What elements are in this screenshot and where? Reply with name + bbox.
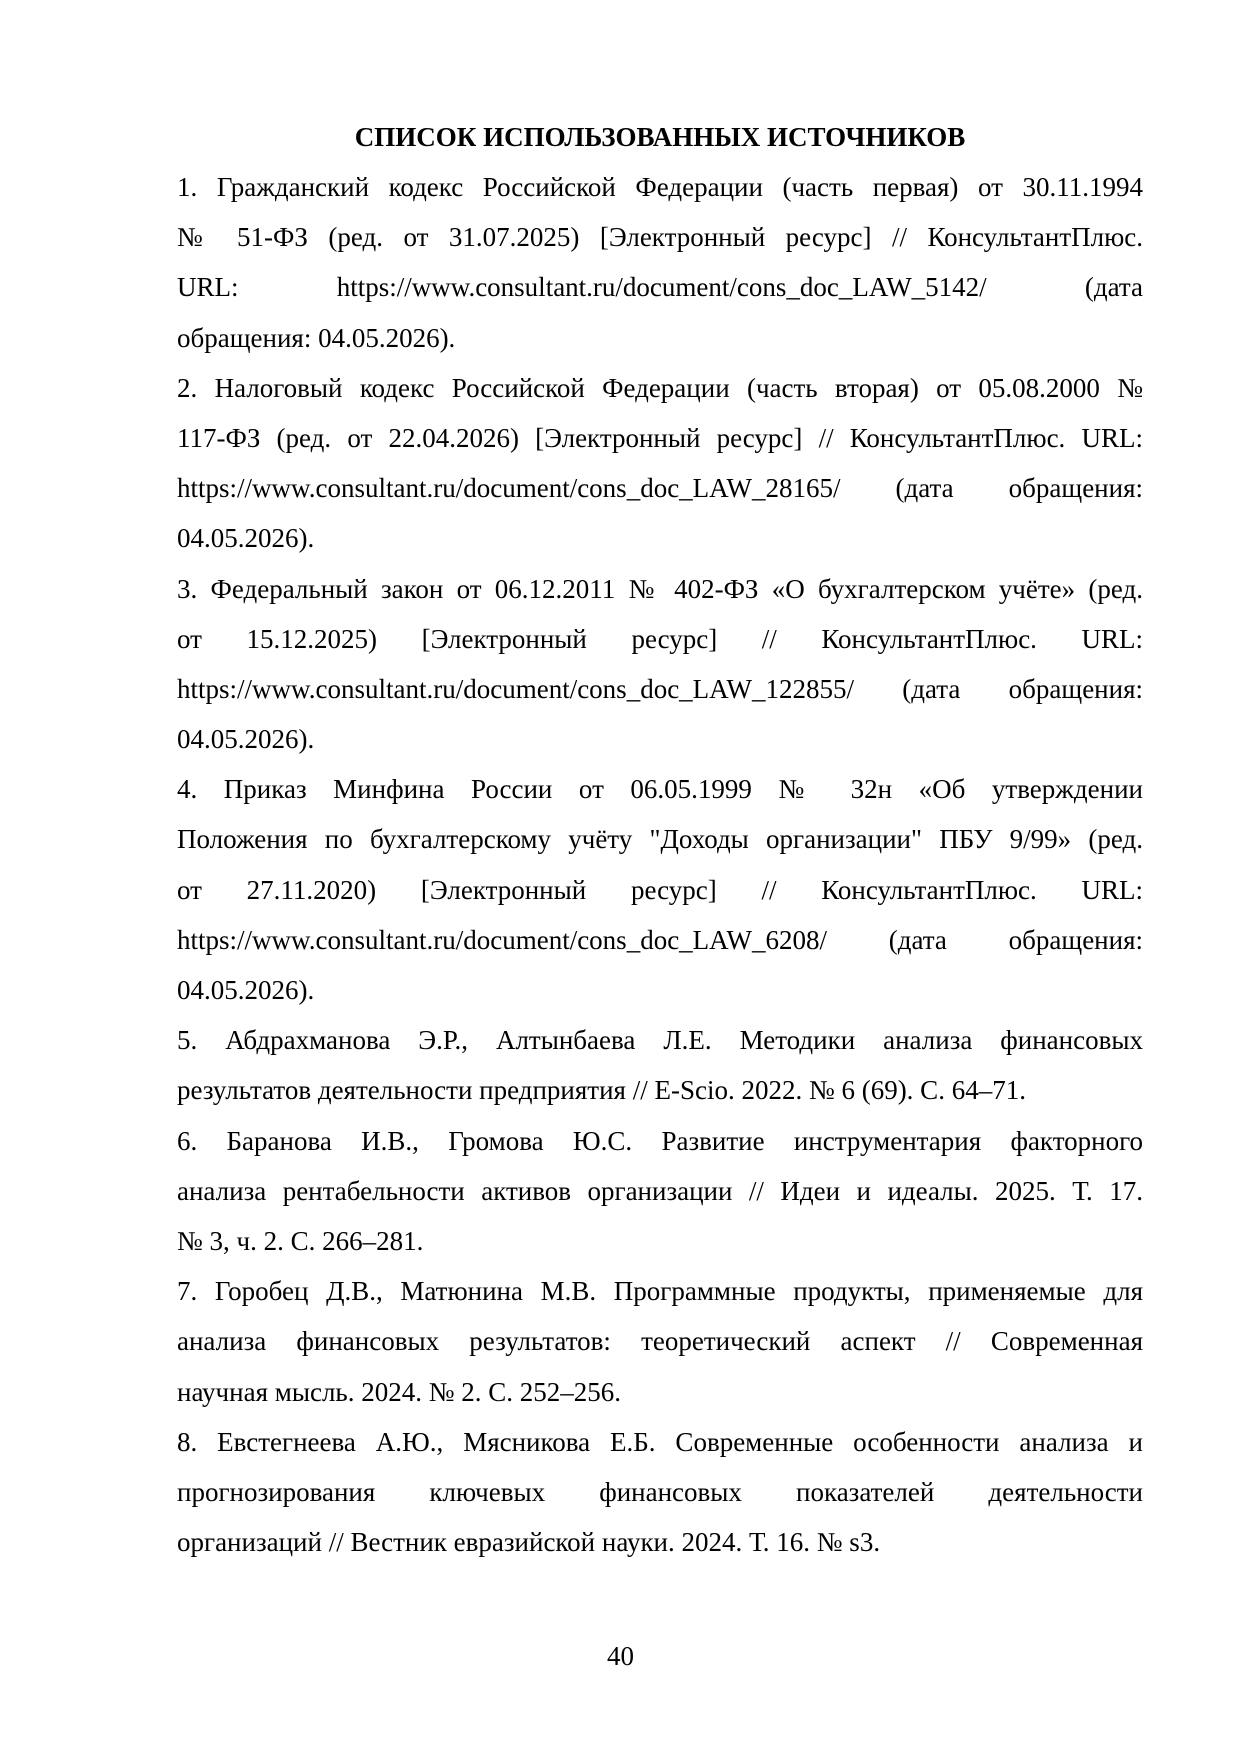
reference-item [177,1015,1143,1115]
reference-line: научная мысль. 2024. № 2. С. 252–256. [177,1376,622,1407]
reference-line: URL: https://www.consultant.ru/document/cons_doc_LAW_5142/ (дата [177,272,1143,303]
reference-line: https://www.consultant.ru/document/cons_doc_LAW_122855/ (дата обращения: [177,673,1143,704]
reference-line: № 3, ч. 2. С. 266–281. [177,1225,424,1256]
reference-line: 3. Федеральный закон от 06.12.2011 № 402-ФЗ «О бухгалтерском учёте» (ред. [177,573,1143,604]
reference-line: от 27.11.2020) [Электронный ресурс] // КонсультантПлюс. URL: [177,874,1143,905]
reference-line: 1. Гражданский кодекс Российской Федерации (часть первая) от 30.11.1994 [177,172,1143,202]
reference-line: 8. Евстегнеева А.Ю., Мясникова Е.Б. Современные особенности анализа и [177,1426,1143,1457]
reference-line: организаций // Вестник евразийской науки. 2024. Т. 16. № s3. [177,1527,881,1558]
reference-line: 2. Налоговый кодекс Российской Федерации (часть вторая) от 05.08.2000 № [177,372,1143,403]
reference-list [177,162,1143,1567]
reference-item [177,1417,1143,1568]
reference-item [177,1116,1143,1267]
reference-item [177,162,1143,363]
reference-line: 117-ФЗ (ред. от 22.04.2026) [Электронный ресурс] // КонсультантПлюс. URL: [177,422,1143,453]
reference-line: 4. Приказ Минфина России от 06.05.1999 № 32н «Об утверждении [177,774,1143,805]
page-content [177,112,1143,1567]
page-title: СПИСОК ИСПОЛЬЗОВАННЫХ ИСТОЧНИКОВ [354,122,966,152]
reference-line: https://www.consultant.ru/document/cons_doc_LAW_6208/ (дата обращения: [177,924,1143,955]
page-number: 40 [607,1641,634,1671]
reference-line: обращения: 04.05.2026). [177,322,456,353]
reference-item [177,764,1143,1015]
reference-line: 7. Горобец Д.В., Матюнина М.В. Программные продукты, применяемые для [177,1276,1143,1307]
reference-line: от 15.12.2025) [Электронный ресурс] // КонсультантПлюс. URL: [177,623,1143,654]
reference-item [177,1266,1143,1417]
reference-line: № 51-ФЗ (ред. от 31.07.2025) [Электронный ресурс] // КонсультантПлюс. [177,222,1143,253]
reference-line: 5. Абдрахманова Э.Р., Алтынбаева Л.Е. Методики анализа финансовых [177,1025,1143,1056]
reference-line: анализа финансовых результатов: теоретический аспект // Современная [177,1326,1143,1357]
reference-line: 04.05.2026). [177,724,315,755]
reference-line: 04.05.2026). [177,975,315,1005]
reference-line: анализа рентабельности активов организации // Идеи и идеалы. 2025. Т. 17. [177,1175,1143,1206]
reference-line: 6. Баранова И.В., Громова Ю.С. Развитие инструментария факторного [177,1125,1143,1156]
reference-line: результатов деятельности предприятия // E-Scio. 2022. № 6 (69). С. 64–71. [177,1075,1026,1106]
reference-item [177,363,1143,564]
reference-line: Положения по бухгалтерскому учёту "Доходы организации" ПБУ 9/99» (ред. [177,824,1143,855]
reference-line: 04.05.2026). [177,523,315,554]
reference-item [177,564,1143,765]
reference-line: прогнозирования ключевых финансовых показателей деятельности [177,1476,1143,1507]
reference-line: https://www.consultant.ru/document/cons_doc_LAW_28165/ (дата обращения: [177,473,1143,504]
